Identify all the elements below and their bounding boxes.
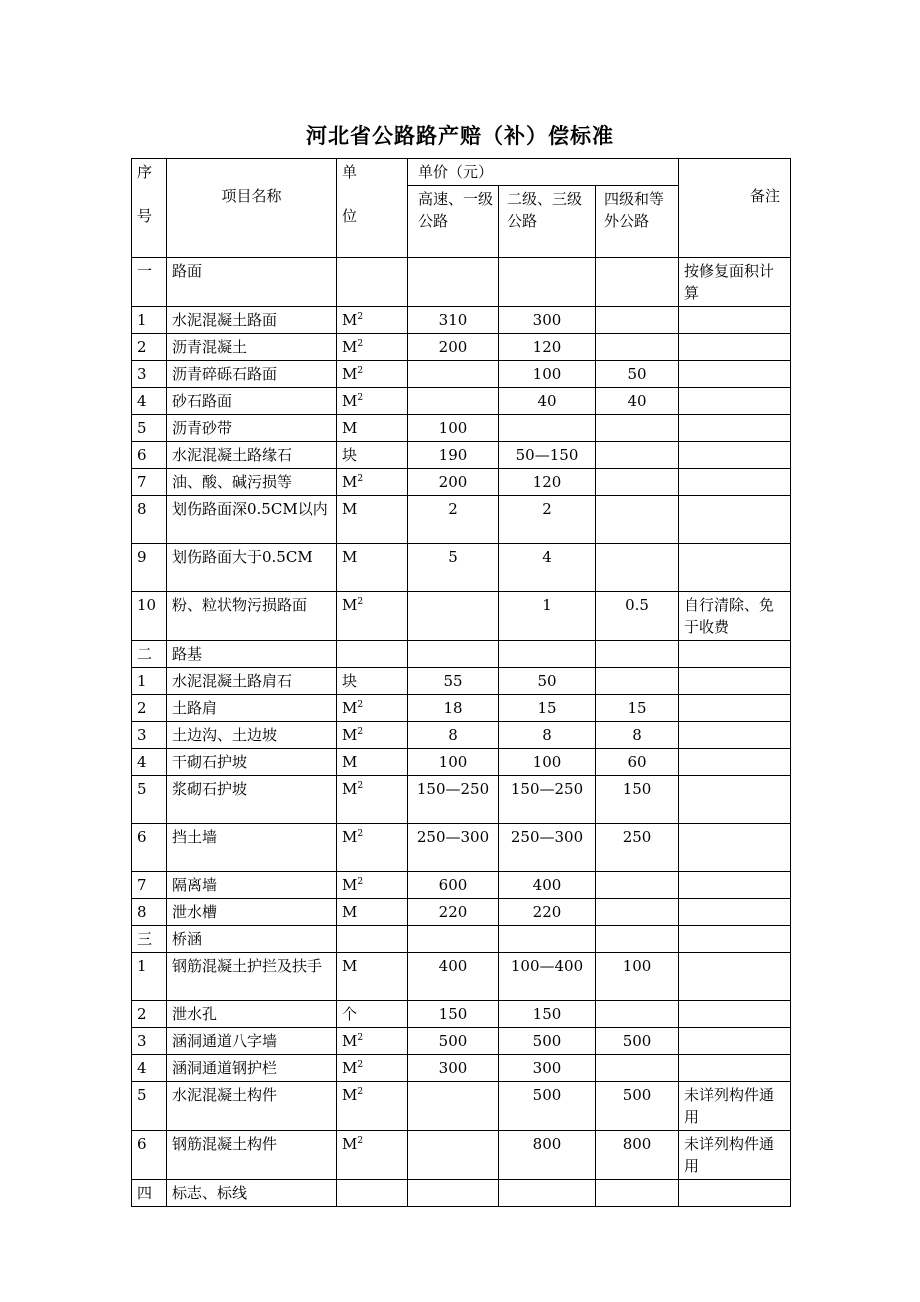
section-row xyxy=(132,926,791,953)
remark-cell xyxy=(679,899,791,926)
price-col3-cell xyxy=(596,926,679,953)
price-col3-cell xyxy=(596,641,679,668)
price-col1-cell: 150 xyxy=(408,1001,499,1028)
unit-cell xyxy=(337,926,408,953)
price-col1-cell: 190 xyxy=(408,442,499,469)
seq-cell: 3 xyxy=(132,1028,167,1055)
header-price-col1: 高速、一级 公路 xyxy=(408,186,499,258)
price-col1-cell: 55 xyxy=(408,668,499,695)
unit-cell xyxy=(337,388,408,415)
unit-superscript: 2 xyxy=(357,1087,364,1097)
price-col2-cell: 15 xyxy=(499,695,596,722)
name-cell: 路基 xyxy=(167,641,337,668)
unit-text: M xyxy=(342,392,358,410)
price-col2-cell: 300 xyxy=(499,1055,596,1082)
unit-text: M xyxy=(342,1059,358,1077)
unit-superscript: 2 xyxy=(357,366,364,376)
seq-cell: 三 xyxy=(132,926,167,953)
unit-superscript: 2 xyxy=(357,312,364,322)
price-col3-cell xyxy=(596,872,679,899)
unit-superscript: 2 xyxy=(357,393,364,403)
price-col2-cell: 500 xyxy=(499,1082,596,1131)
price-col2-cell: 220 xyxy=(499,899,596,926)
unit-cell xyxy=(337,307,408,334)
price-col1-cell: 220 xyxy=(408,899,499,926)
table-row xyxy=(132,953,791,1001)
table-row xyxy=(132,388,791,415)
price-col2-cell: 4 xyxy=(499,544,596,592)
table-row xyxy=(132,776,791,824)
price-col3-cell: 500 xyxy=(596,1082,679,1131)
seq-cell: 1 xyxy=(132,953,167,1001)
name-cell: 钢筋混凝土护拦及扶手 xyxy=(167,953,337,1001)
price-col2-cell: 150—250 xyxy=(499,776,596,824)
header-price-col2: 二级、三级公路 xyxy=(499,186,596,258)
table-row xyxy=(132,544,791,592)
remark-cell xyxy=(679,1055,791,1082)
name-cell: 干砌石护坡 xyxy=(167,749,337,776)
seq-cell: 10 xyxy=(132,592,167,641)
unit-cell xyxy=(337,953,408,1001)
price-col1-cell: 250—300 xyxy=(408,824,499,872)
price-col3-cell: 800 xyxy=(596,1131,679,1180)
seq-cell: 6 xyxy=(132,824,167,872)
price-col3-cell xyxy=(596,496,679,544)
table-row xyxy=(132,1082,791,1131)
price-col3-cell xyxy=(596,899,679,926)
price-col3-cell: 50 xyxy=(596,361,679,388)
unit-text: M xyxy=(342,311,358,329)
price-col3-cell xyxy=(596,668,679,695)
unit-superscript: 2 xyxy=(357,597,364,607)
unit-superscript: 2 xyxy=(357,1033,364,1043)
name-cell: 沥青碎砾石路面 xyxy=(167,361,337,388)
remark-cell xyxy=(679,442,791,469)
seq-cell: 四 xyxy=(132,1180,167,1207)
price-col3-cell xyxy=(596,442,679,469)
price-col1-cell: 300 xyxy=(408,1055,499,1082)
seq-cell: 1 xyxy=(132,668,167,695)
unit-cell xyxy=(337,722,408,749)
price-col3-cell: 500 xyxy=(596,1028,679,1055)
remark-cell xyxy=(679,544,791,592)
table-row xyxy=(132,307,791,334)
remark-cell xyxy=(679,1180,791,1207)
section-row xyxy=(132,1180,791,1207)
price-col2-cell xyxy=(499,258,596,307)
table-row xyxy=(132,749,791,776)
seq-cell: 8 xyxy=(132,899,167,926)
name-cell: 涵洞通道钢护栏 xyxy=(167,1055,337,1082)
table-row xyxy=(132,415,791,442)
remark-cell xyxy=(679,872,791,899)
unit-text: 块 xyxy=(342,672,358,690)
unit-text: M xyxy=(342,876,358,894)
price-col1-cell: 150—250 xyxy=(408,776,499,824)
name-cell: 土路肩 xyxy=(167,695,337,722)
price-col2-cell: 300 xyxy=(499,307,596,334)
seq-cell: 7 xyxy=(132,872,167,899)
remark-cell: 未详列构件通用 xyxy=(679,1131,791,1180)
remark-cell xyxy=(679,695,791,722)
unit-text: M xyxy=(342,365,358,383)
name-cell: 沥青混凝土 xyxy=(167,334,337,361)
unit-cell xyxy=(337,749,408,776)
name-cell: 浆砌石护坡 xyxy=(167,776,337,824)
price-col3-cell xyxy=(596,544,679,592)
remark-cell: 自行清除、免于收费 xyxy=(679,592,791,641)
remark-cell xyxy=(679,926,791,953)
unit-text: 块 xyxy=(342,446,358,464)
price-col2-cell: 50 xyxy=(499,668,596,695)
name-cell: 粉、粒状物污损路面 xyxy=(167,592,337,641)
price-col3-cell: 100 xyxy=(596,953,679,1001)
unit-text: M xyxy=(342,500,358,518)
unit-text: M xyxy=(342,338,358,356)
unit-cell xyxy=(337,1082,408,1131)
unit-text: M xyxy=(342,1086,358,1104)
price-col1-cell: 600 xyxy=(408,872,499,899)
name-cell: 路面 xyxy=(167,258,337,307)
header-name: 项目名称 xyxy=(167,159,337,258)
price-col1-cell: 100 xyxy=(408,749,499,776)
header-price: 单价（元） xyxy=(408,159,679,186)
seq-cell: 5 xyxy=(132,415,167,442)
price-col1-cell: 200 xyxy=(408,469,499,496)
price-col3-cell xyxy=(596,307,679,334)
price-col2-cell: 120 xyxy=(499,469,596,496)
price-col1-cell: 100 xyxy=(408,415,499,442)
price-col1-cell xyxy=(408,1180,499,1207)
table-row xyxy=(132,442,791,469)
remark-cell xyxy=(679,722,791,749)
price-col1-cell: 500 xyxy=(408,1028,499,1055)
price-col2-cell: 500 xyxy=(499,1028,596,1055)
price-col1-cell xyxy=(408,1131,499,1180)
unit-text: M xyxy=(342,1032,358,1050)
remark-cell xyxy=(679,1001,791,1028)
unit-text: M xyxy=(342,1135,358,1153)
seq-cell: 2 xyxy=(132,334,167,361)
unit-superscript: 2 xyxy=(357,781,364,791)
price-col1-cell: 5 xyxy=(408,544,499,592)
seq-cell: 8 xyxy=(132,496,167,544)
unit-text: M xyxy=(342,419,358,437)
price-col2-cell: 40 xyxy=(499,388,596,415)
seq-cell: 3 xyxy=(132,361,167,388)
unit-cell xyxy=(337,641,408,668)
price-col1-cell xyxy=(408,388,499,415)
page-title: 河北省公路路产赔（补）偿标准 xyxy=(306,124,614,148)
unit-text: M xyxy=(342,473,358,491)
table-row xyxy=(132,1055,791,1082)
table-row xyxy=(132,1001,791,1028)
price-col3-cell xyxy=(596,1180,679,1207)
seq-cell: 5 xyxy=(132,1082,167,1131)
unit-cell xyxy=(337,1131,408,1180)
remark-cell xyxy=(679,469,791,496)
table-row xyxy=(132,722,791,749)
unit-text: 个 xyxy=(342,1005,358,1023)
price-col3-cell xyxy=(596,415,679,442)
unit-text: M xyxy=(342,903,358,921)
unit-cell xyxy=(337,496,408,544)
price-col1-cell: 310 xyxy=(408,307,499,334)
seq-cell: 6 xyxy=(132,442,167,469)
price-col3-cell xyxy=(596,258,679,307)
unit-text: M xyxy=(342,957,358,975)
unit-cell xyxy=(337,899,408,926)
table-row xyxy=(132,361,791,388)
price-col2-cell: 50—150 xyxy=(499,442,596,469)
header-price-col3: 四级和等外公路 xyxy=(596,186,679,258)
remark-cell xyxy=(679,361,791,388)
table-row xyxy=(132,872,791,899)
table-row xyxy=(132,1131,791,1180)
seq-cell: 1 xyxy=(132,307,167,334)
price-col2-cell xyxy=(499,415,596,442)
seq-cell: 4 xyxy=(132,1055,167,1082)
unit-superscript: 2 xyxy=(357,727,364,737)
unit-cell xyxy=(337,592,408,641)
remark-cell xyxy=(679,824,791,872)
unit-superscript: 2 xyxy=(357,1060,364,1070)
price-col2-cell xyxy=(499,926,596,953)
price-col3-cell: 0.5 xyxy=(596,592,679,641)
name-cell: 桥涵 xyxy=(167,926,337,953)
unit-cell xyxy=(337,361,408,388)
header-remark: 备注 xyxy=(679,159,791,258)
name-cell: 泄水孔 xyxy=(167,1001,337,1028)
unit-cell xyxy=(337,1180,408,1207)
price-col1-cell: 8 xyxy=(408,722,499,749)
name-cell: 沥青砂带 xyxy=(167,415,337,442)
unit-cell xyxy=(337,1055,408,1082)
header-unit: 单 位 xyxy=(337,159,408,258)
price-col1-cell xyxy=(408,592,499,641)
remark-cell xyxy=(679,776,791,824)
table-row xyxy=(132,469,791,496)
price-col2-cell: 100—400 xyxy=(499,953,596,1001)
name-cell: 水泥混凝土路面 xyxy=(167,307,337,334)
remark-cell xyxy=(679,415,791,442)
table-row xyxy=(132,824,791,872)
name-cell: 砂石路面 xyxy=(167,388,337,415)
unit-cell xyxy=(337,824,408,872)
name-cell: 钢筋混凝土构件 xyxy=(167,1131,337,1180)
name-cell: 油、酸、碱污损等 xyxy=(167,469,337,496)
remark-cell xyxy=(679,334,791,361)
table-row xyxy=(132,695,791,722)
unit-cell xyxy=(337,258,408,307)
remark-cell xyxy=(679,496,791,544)
unit-text: M xyxy=(342,548,358,566)
price-col3-cell: 60 xyxy=(596,749,679,776)
name-cell: 涵洞通道八字墙 xyxy=(167,1028,337,1055)
seq-cell: 7 xyxy=(132,469,167,496)
seq-cell: 2 xyxy=(132,695,167,722)
seq-cell: 5 xyxy=(132,776,167,824)
unit-superscript: 2 xyxy=(357,1136,364,1146)
price-col3-cell: 15 xyxy=(596,695,679,722)
unit-cell xyxy=(337,668,408,695)
remark-cell xyxy=(679,668,791,695)
name-cell: 泄水槽 xyxy=(167,899,337,926)
price-col3-cell xyxy=(596,469,679,496)
price-col2-cell: 400 xyxy=(499,872,596,899)
seq-cell: 2 xyxy=(132,1001,167,1028)
price-col2-cell: 1 xyxy=(499,592,596,641)
price-col1-cell xyxy=(408,258,499,307)
price-col1-cell: 200 xyxy=(408,334,499,361)
price-col2-cell xyxy=(499,1180,596,1207)
name-cell: 隔离墙 xyxy=(167,872,337,899)
unit-cell xyxy=(337,1001,408,1028)
price-col1-cell: 400 xyxy=(408,953,499,1001)
header-seq: 序 号 xyxy=(132,159,167,258)
price-col1-cell xyxy=(408,361,499,388)
remark-cell xyxy=(679,1028,791,1055)
seq-cell: 4 xyxy=(132,388,167,415)
name-cell: 标志、标线 xyxy=(167,1180,337,1207)
compensation-table xyxy=(131,158,791,1207)
remark-cell: 未详列构件通用 xyxy=(679,1082,791,1131)
seq-cell: 4 xyxy=(132,749,167,776)
section-row xyxy=(132,641,791,668)
table-row xyxy=(132,668,791,695)
unit-text: M xyxy=(342,780,358,798)
price-col3-cell xyxy=(596,1001,679,1028)
remark-cell xyxy=(679,641,791,668)
section-row xyxy=(132,258,791,307)
remark-cell xyxy=(679,953,791,1001)
price-col3-cell xyxy=(596,334,679,361)
unit-superscript: 2 xyxy=(357,877,364,887)
seq-cell: 6 xyxy=(132,1131,167,1180)
price-col1-cell xyxy=(408,1082,499,1131)
table-row xyxy=(132,592,791,641)
remark-cell: 按修复面积计算 xyxy=(679,258,791,307)
price-col2-cell: 100 xyxy=(499,749,596,776)
unit-superscript: 2 xyxy=(357,474,364,484)
price-col3-cell: 250 xyxy=(596,824,679,872)
name-cell: 划伤路面深0.5CM以内 xyxy=(167,496,337,544)
unit-cell xyxy=(337,1028,408,1055)
price-col2-cell: 100 xyxy=(499,361,596,388)
unit-cell xyxy=(337,415,408,442)
seq-cell: 一 xyxy=(132,258,167,307)
price-col3-cell: 40 xyxy=(596,388,679,415)
remark-cell xyxy=(679,388,791,415)
name-cell: 水泥混凝土路肩石 xyxy=(167,668,337,695)
price-col3-cell: 150 xyxy=(596,776,679,824)
price-col3-cell xyxy=(596,1055,679,1082)
unit-text: M xyxy=(342,726,358,744)
unit-superscript: 2 xyxy=(357,829,364,839)
unit-cell xyxy=(337,695,408,722)
unit-text: M xyxy=(342,828,358,846)
price-col2-cell: 800 xyxy=(499,1131,596,1180)
name-cell: 水泥混凝土构件 xyxy=(167,1082,337,1131)
price-col1-cell: 18 xyxy=(408,695,499,722)
unit-cell xyxy=(337,334,408,361)
price-col2-cell: 250—300 xyxy=(499,824,596,872)
remark-cell xyxy=(679,307,791,334)
price-col2-cell: 120 xyxy=(499,334,596,361)
price-col3-cell: 8 xyxy=(596,722,679,749)
name-cell: 土边沟、土边坡 xyxy=(167,722,337,749)
unit-cell xyxy=(337,544,408,592)
name-cell: 挡土墙 xyxy=(167,824,337,872)
unit-superscript: 2 xyxy=(357,339,364,349)
unit-cell xyxy=(337,469,408,496)
table-row xyxy=(132,334,791,361)
unit-superscript: 2 xyxy=(357,700,364,710)
unit-text: M xyxy=(342,753,358,771)
table-row xyxy=(132,899,791,926)
seq-cell: 9 xyxy=(132,544,167,592)
price-col2-cell: 150 xyxy=(499,1001,596,1028)
seq-cell: 二 xyxy=(132,641,167,668)
price-col2-cell: 2 xyxy=(499,496,596,544)
remark-cell xyxy=(679,749,791,776)
unit-cell xyxy=(337,442,408,469)
price-col1-cell xyxy=(408,926,499,953)
price-col2-cell: 8 xyxy=(499,722,596,749)
price-col1-cell xyxy=(408,641,499,668)
price-col1-cell: 2 xyxy=(408,496,499,544)
name-cell: 水泥混凝土路缘石 xyxy=(167,442,337,469)
price-col2-cell xyxy=(499,641,596,668)
table-row xyxy=(132,496,791,544)
table-row xyxy=(132,1028,791,1055)
unit-text: M xyxy=(342,596,358,614)
seq-cell: 3 xyxy=(132,722,167,749)
name-cell: 划伤路面大于0.5CM xyxy=(167,544,337,592)
unit-cell xyxy=(337,872,408,899)
unit-text: M xyxy=(342,699,358,717)
unit-cell xyxy=(337,776,408,824)
